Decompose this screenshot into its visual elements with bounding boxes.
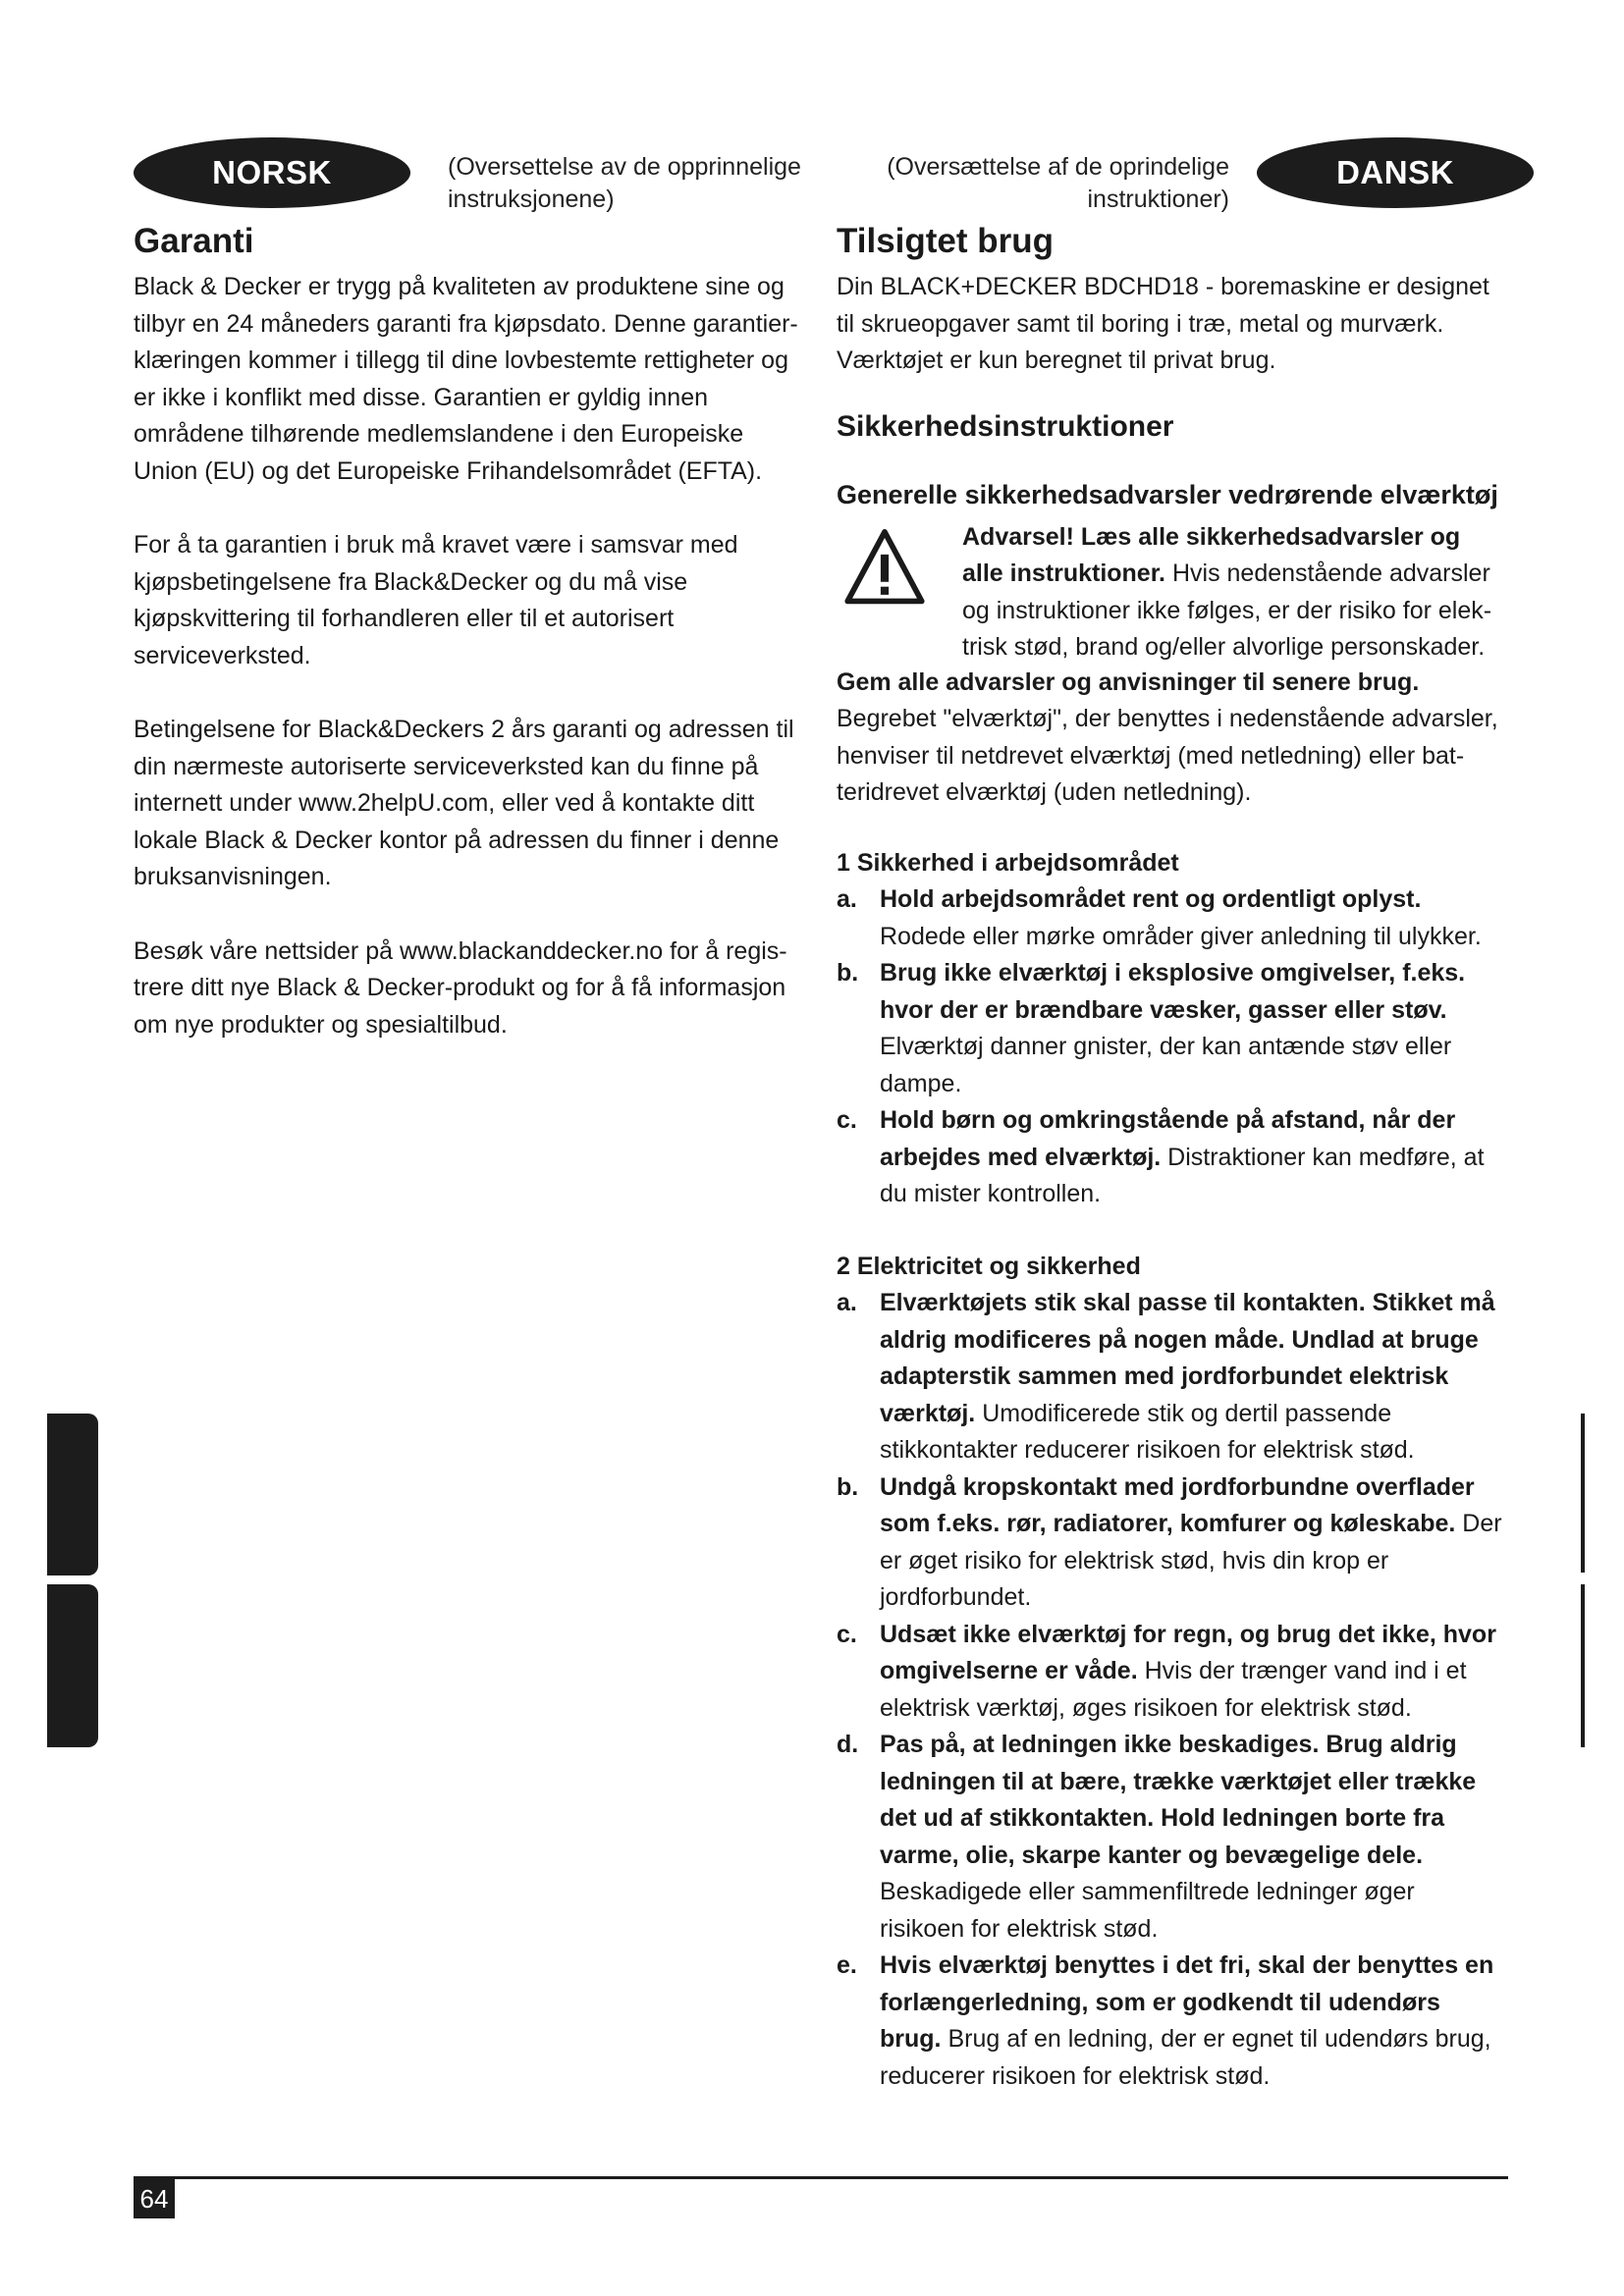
save-instructions: [837, 665, 1504, 702]
warning-block: [837, 519, 1504, 665]
list-letter: e.: [837, 1951, 857, 1979]
garanti-paragraph-4: Besøk våre nettsider på www.blackanddecker.no for å registrere ditt nye Black & Decker-produkt og for å få informasjon om nye produkter og spesialtilbud.: [134, 936, 787, 1039]
safety-title: Sikkerhedsinstruktioner: [837, 409, 1174, 443]
list-item-bold: Hvis elværktøj benyttes i det fri, skal der benyttes en forlængerledning, som er godkendt til udendørs brug.: [880, 1951, 1494, 2053]
garanti-paragraph-3: Betingelsene for Black&Deckers 2 års garanti og adressen til din nærmeste autoriserte serviceverksted kan du finne på internett under www.2helpU.com, eller ved å kontakte ditt lokale Black & Decker kontor på adressen du finner i denne bruksanvisningen.: [134, 716, 794, 890]
list-item-text: Der er øget risiko for elektrisk stød, hvis din krop er jordforbundet.: [880, 1510, 1502, 1611]
warning-triangle-icon: [844, 527, 925, 608]
general-safety-title: Generelle sikkerhedsadvarsler vedrørende elværktøj: [837, 479, 1498, 509]
translation-note-dansk: (Oversættelse af de oprindelige instruktioner): [887, 153, 1229, 213]
warning-text: [962, 519, 1504, 667]
save-instructions-bold: Gem alle advarsler og anvisninger til senere brug.: [837, 667, 1420, 696]
sec2-item-e: [837, 1948, 1504, 2095]
garanti-section: [134, 220, 801, 1043]
garanti-paragraph-2: For å ta garantien i bruk må kravet være i samsvar med kjøpsbetingelsene fra Black&Decker og du må vise kjøpskvittering til forhandleren eller til et autorisert serviceverksted.: [134, 531, 738, 669]
list-item-text: Distraktioner kan medføre, at du mister kontrollen.: [880, 1143, 1485, 1207]
list-item-text: Umodificerede stik og dertil passende stikkontakter reducerer risikoen for elektrisk stød.: [880, 1399, 1415, 1464]
list-item-text: Brug af en ledning, der er egnet til udendørs brug, reducerer risikoen for elektrisk stød.: [880, 2025, 1491, 2090]
list-item-bold: Pas på, at ledningen ikke beskadiges. Brug aldrig ledningen til at bære, trække værktøjet eller trække det ud af stikkontakten. Hold ledningen borte fra varme, olie, skarpe kanter og bevægelige dele.: [880, 1731, 1477, 1869]
garanti-title: Garanti: [134, 222, 254, 260]
list-item-text: Hvis der trænger vand ind i et elektrisk værktøj, øges risikoen for elektrisk stød.: [880, 1657, 1467, 1722]
list-item-bold: Undgå kropskontakt med jordforbundne overflader som f.eks. rør, radiatorer, komfurer og køleskabe.: [880, 1472, 1475, 1537]
list-letter: b.: [837, 1472, 859, 1501]
intended-use-title: Tilsigtet brug: [837, 222, 1055, 260]
intended-use-text: Din BLACK+DECKER BDCHD18 - boremaskine er designet til skrueopgaver samt til boring i træ, metal og murværk. Værktøjet er kun beregnet til privat brug.: [837, 273, 1489, 374]
list-item-bold: Brug ikke elværktøj i eksplosive omgivelser, f.eks. hvor der er brændbare væsker, gasser eller støv.: [880, 959, 1466, 1024]
edge-bar-lower: [1581, 1584, 1585, 1747]
term-definition: Begrebet "elværktøj", der benyttes i nedenstående advarsler, henviser til netdrevet elværktøj (med netledning) eller batteridrevet elværktøj (uden netledning).: [837, 705, 1498, 806]
list-item-text: Elværktøj danner gnister, der kan antænde støv eller dampe.: [880, 1033, 1452, 1097]
sec2-item-c: [837, 1617, 1504, 1728]
list-letter: a.: [837, 885, 857, 913]
warning-bold: Advarsel! Læs alle sikkerhedsadvarsler og alle instruktioner.: [962, 522, 1461, 587]
sec2-item-b: [837, 1469, 1504, 1617]
section-2-title: 2 Elektricitet og sikkerhed: [837, 1252, 1141, 1280]
footer-rule: [134, 2176, 1508, 2179]
list-letter: b.: [837, 959, 859, 987]
list-item-bold: Hold børn og omkringstående på afstand, når der arbejdes med elværktøj.: [880, 1106, 1456, 1171]
language-badge-dansk: DANSK: [1257, 137, 1534, 208]
translation-note-norsk: (Oversettelse av de opprinnelige instruksjonene): [448, 153, 801, 213]
dansk-header: [887, 137, 1534, 213]
list-item-text: Beskadigede eller sammenfiltrede ledninger øger risikoen for elektrisk stød.: [880, 1878, 1415, 1943]
sec2-item-a: [837, 1285, 1504, 1469]
sec1-item-c: [837, 1102, 1504, 1213]
warning-body: Hvis nedenstående advarsler og instruktioner ikke følges, er der risiko for elektrisk stød, brand og/eller alvorlige personskader.: [962, 560, 1492, 661]
page-number: 64: [134, 2179, 175, 2218]
sec1-item-a: [837, 881, 1504, 955]
garanti-paragraph-1: Black & Decker er trygg på kvaliteten av produktene sine og tilbyr en 24 måneders garanti fra kjøpsdato. Denne garantierklæringen kommer i tillegg til dine lovbestemte rettigheter og er ikke i konflikt med disse. Garantien er gyldig innen områdene tilhørende medlemslandene i den Europeiske Union (EU) og det Europeiske Frihandelsområdet (EFTA).: [134, 273, 798, 485]
dansk-body: [837, 220, 1504, 2095]
edge-bar-upper: [1581, 1414, 1585, 1573]
list-letter: c.: [837, 1620, 857, 1648]
list-letter: c.: [837, 1106, 857, 1134]
list-letter: d.: [837, 1731, 859, 1758]
side-tab-upper: [47, 1414, 98, 1575]
list-item-bold: Elværktøjets stik skal passe til kontakten. Stikket må aldrig modificeres på nogen måde. Undlad at bruge adapterstik sammen med jordforbundet elektrisk værktøj.: [880, 1289, 1495, 1427]
norsk-header: [134, 137, 801, 213]
list-item-bold: Hold arbejdsområdet rent og ordentligt oplyst.: [880, 885, 1422, 913]
sec1-item-b: [837, 955, 1504, 1102]
list-letter: a.: [837, 1289, 857, 1316]
section-1-title: 1 Sikkerhed i arbejdsområdet: [837, 848, 1179, 877]
language-badge-norsk: NORSK: [134, 137, 410, 208]
list-item-bold: Udsæt ikke elværktøj for regn, og brug det ikke, hvor omgivelserne er våde.: [880, 1620, 1496, 1684]
sec2-item-d: [837, 1727, 1504, 1948]
side-tab-lower: [47, 1584, 98, 1747]
list-item-text: Rodede eller mørke områder giver anledning til ulykker.: [880, 922, 1482, 950]
